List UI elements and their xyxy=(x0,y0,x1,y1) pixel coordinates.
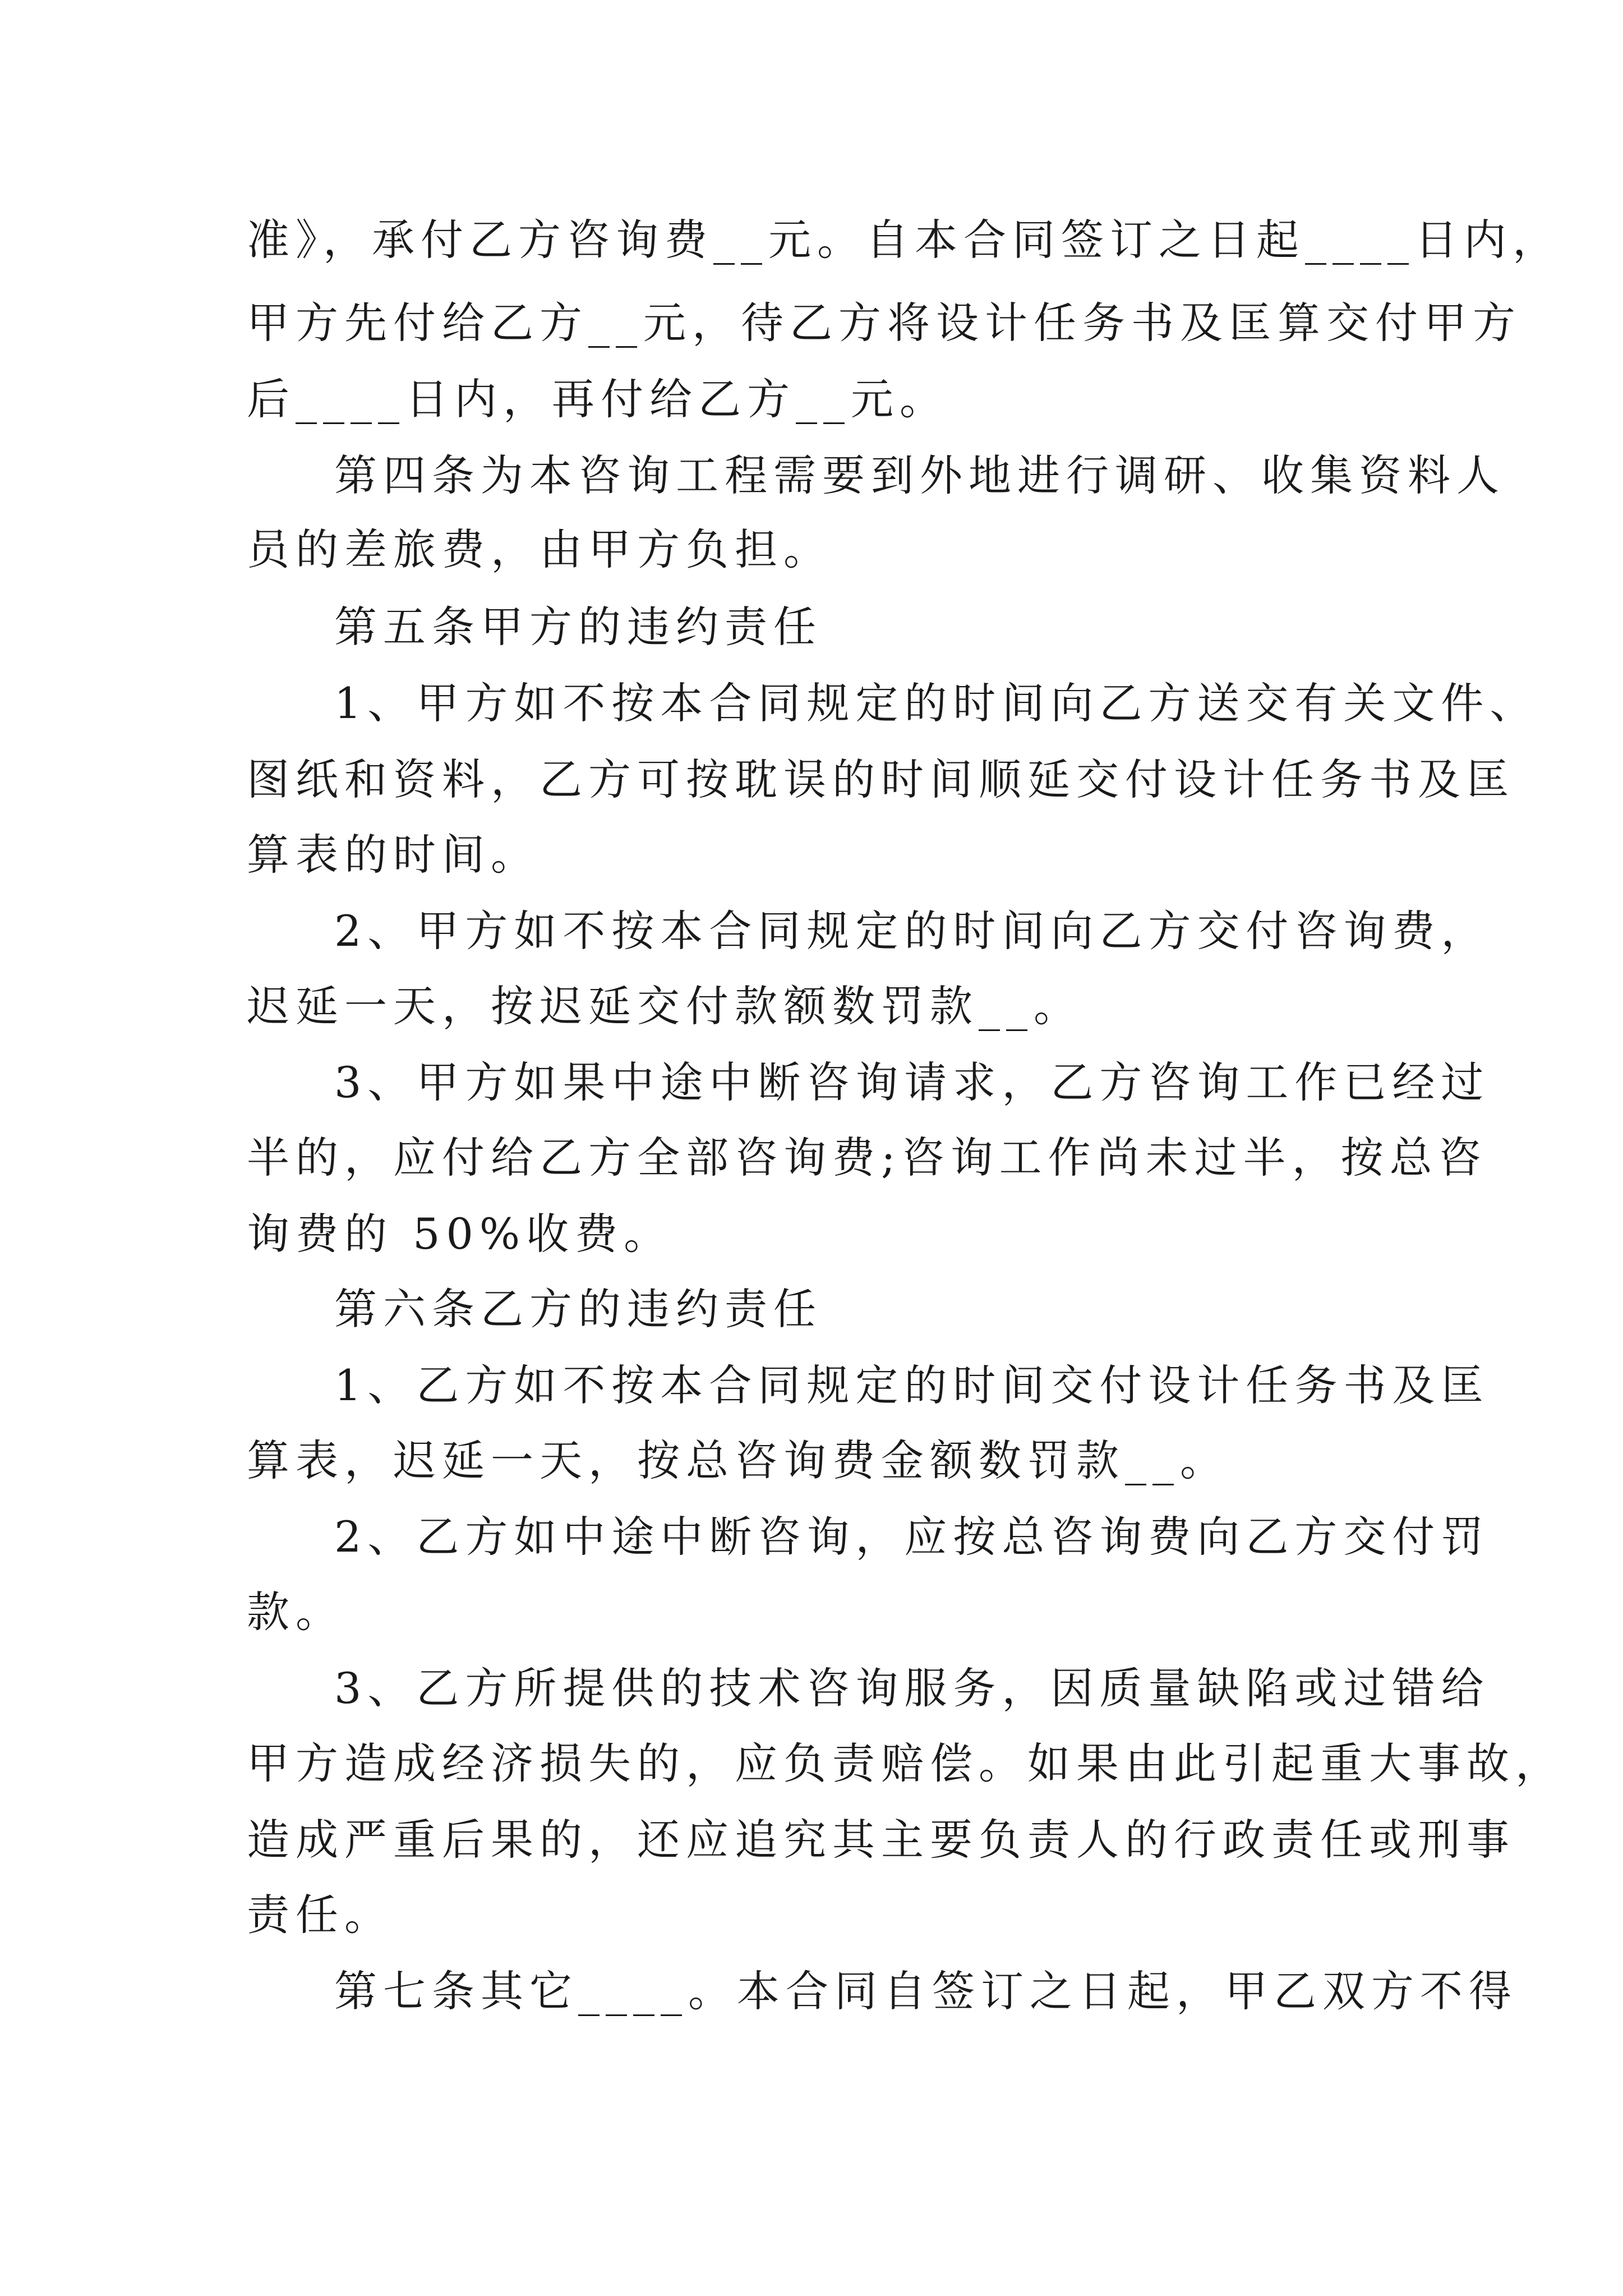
paragraph-first-line: 1、甲方如不按本合同规定的时间向乙方送交有关文件、 xyxy=(334,678,1539,728)
text-line: 款。 xyxy=(247,1587,344,1637)
text-line: 甲方先付给乙方__元，待乙方将设计任务书及匡算交付甲方 xyxy=(247,298,1521,348)
text-line: 后____日内，再付给乙方__元。 xyxy=(247,374,948,424)
text-line: 算表的时间。 xyxy=(247,830,540,880)
text-line: 迟延一天，按迟延交付款额数罚款__。 xyxy=(247,981,1082,1031)
paragraph-first-line: 3、甲方如果中途中断咨询请求，乙方咨询工作已经过 xyxy=(334,1057,1490,1107)
text-line: 甲方造成经济损失的，应负责赔偿。如果由此引起重大事故， xyxy=(247,1738,1564,1788)
text-line: 半的，应付给乙方全部咨询费;咨询工作尚未过半，按总咨 xyxy=(247,1133,1487,1182)
text-line: 准》，承付乙方咨询费__元。自本合同签订之日起____日内， xyxy=(247,215,1561,265)
text-line: 员的差旅费，由甲方负担。 xyxy=(247,524,832,574)
paragraph-first-line: 1、乙方如不按本合同规定的时间交付设计任务书及匡 xyxy=(334,1360,1490,1410)
text-line: 算表，迟延一天，按总咨询费金额数罚款__。 xyxy=(247,1435,1229,1485)
paragraph-first-line: 3、乙方所提供的技术咨询服务，因质量缺陷或过错给 xyxy=(334,1663,1490,1713)
paragraph-first-line: 第四条为本咨询工程需要到外地进行调研、收集资料人 xyxy=(334,450,1505,500)
text-line: 询费的 50%收费。 xyxy=(247,1209,673,1259)
paragraph-first-line: 2、乙方如中途中断咨询，应按总咨询费向乙方交付罚 xyxy=(334,1512,1490,1562)
text-line: 造成严重后果的，还应追究其主要负责人的行政责任或刑事 xyxy=(247,1815,1515,1865)
section-heading: 第五条甲方的违约责任 xyxy=(334,602,822,652)
text-line: 图纸和资料，乙方可按耽误的时间顺延交付设计任务书及匡 xyxy=(247,754,1515,804)
paragraph-first-line: 第七条其它____。本合同自签订之日起，甲乙双方不得 xyxy=(334,1966,1518,2016)
text-line: 责任。 xyxy=(247,1890,393,1940)
paragraph-first-line: 2、甲方如不按本合同规定的时间向乙方交付咨询费， xyxy=(334,906,1490,956)
section-heading: 第六条乙方的违约责任 xyxy=(334,1284,822,1334)
